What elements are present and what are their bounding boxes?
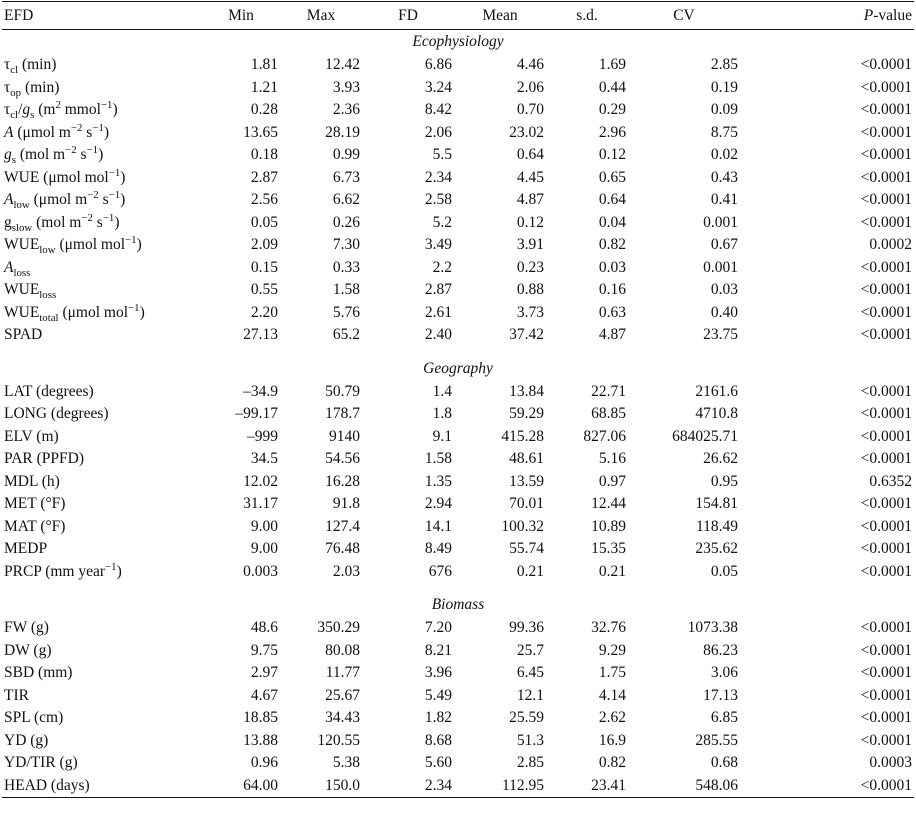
row-label: SPAD xyxy=(4,326,43,343)
cell-p-value: <0.0001 xyxy=(860,619,912,636)
cell-p-value: <0.0001 xyxy=(860,168,912,186)
cell-min: 0.18 xyxy=(250,146,278,163)
cell-cv: 0.95 xyxy=(710,472,738,490)
row-label: WUE (μmol mol$^{-1}$) xyxy=(4,166,126,186)
cell-p-value: <0.0001 xyxy=(860,258,912,276)
cell-cv: 0.09 xyxy=(710,101,738,118)
cell-cv: 23.75 xyxy=(703,326,738,343)
header-efd: EFD xyxy=(2,2,202,30)
cell-min: 18.85 xyxy=(243,709,278,726)
cell-min: 0.96 xyxy=(250,754,278,771)
cell-p-value: <0.0001 xyxy=(860,405,912,422)
cell-fd: 6.86 xyxy=(424,56,452,73)
cell-cv: 235.62 xyxy=(695,540,738,557)
cell-sd: 0.63 xyxy=(598,303,626,321)
cell-sd: 1.75 xyxy=(598,664,626,681)
cell-p-value: <0.0001 xyxy=(860,731,912,749)
table-row xyxy=(2,707,914,730)
cell-p-value: <0.0001 xyxy=(860,641,912,659)
cell-cv: 118.49 xyxy=(695,517,738,535)
cell-cv: 3.06 xyxy=(710,664,738,681)
cell-mean: 12.1 xyxy=(516,686,544,704)
row-label: PAR (PPFD) xyxy=(4,450,84,467)
table-row xyxy=(2,775,914,798)
cell-mean: 2.06 xyxy=(516,78,544,96)
cell-max: 0.99 xyxy=(332,146,360,163)
cell-p-value: <0.0001 xyxy=(860,326,912,343)
cell-sd: 1.69 xyxy=(598,56,626,73)
cell-mean: 48.61 xyxy=(509,450,544,467)
table-row xyxy=(2,381,914,404)
cell-cv: 0.40 xyxy=(710,303,738,321)
row-label: LAT (degrees) xyxy=(4,382,94,400)
row-label: YD (g) xyxy=(4,731,49,749)
cell-p-value: <0.0001 xyxy=(860,281,912,298)
cell-mean: 13.59 xyxy=(509,472,544,490)
cell-cv: 86.23 xyxy=(703,641,738,659)
cell-cv: 0.03 xyxy=(710,281,738,298)
cell-max: 34.43 xyxy=(325,709,360,726)
table-row xyxy=(2,640,914,663)
cell-fd: 14.1 xyxy=(424,517,452,535)
cell-min: 34.5 xyxy=(250,450,278,467)
cell-mean: 0.88 xyxy=(516,281,544,298)
cell-min: 0.55 xyxy=(250,281,278,298)
cell-cv: 0.67 xyxy=(710,236,738,253)
table-row xyxy=(2,302,914,325)
row-label: TIR xyxy=(4,686,29,704)
table-row xyxy=(2,99,914,122)
cell-p-value: <0.0001 xyxy=(860,191,912,208)
cell-max: 3.93 xyxy=(332,78,360,96)
cell-max: 12.42 xyxy=(325,56,360,73)
row-label: $WUE_{total}$ (μmol mol$^{-1}$) xyxy=(4,301,145,324)
cell-fd: 8.49 xyxy=(424,540,452,557)
cell-min: 2.20 xyxy=(250,303,278,321)
cell-min: 13.65 xyxy=(243,123,278,141)
row-label: DW (g) xyxy=(4,641,52,659)
header-fd: FD xyxy=(362,2,454,30)
cell-min: 0.15 xyxy=(250,258,278,276)
cell-sd: 2.96 xyxy=(598,123,626,141)
cell-p-value: <0.0001 xyxy=(860,495,912,512)
cell-sd: 10.89 xyxy=(591,517,626,535)
cell-cv: 0.05 xyxy=(710,562,738,580)
cell-p-value: <0.0001 xyxy=(860,517,912,535)
cell-max: 6.73 xyxy=(332,168,360,186)
table-row xyxy=(2,279,914,302)
cell-max: 9140 xyxy=(329,427,360,445)
row-label: A (μmol $m^{-2}$ $s^{-1}$) xyxy=(4,121,110,141)
section-heading-row xyxy=(2,30,914,55)
row-label: MEDP xyxy=(4,540,48,557)
cell-cv: 2.85 xyxy=(710,56,738,73)
cell-max: 50.79 xyxy=(325,382,360,400)
cell-min: 2.56 xyxy=(250,191,278,208)
section-title: Ecophysiology xyxy=(412,33,504,50)
cell-mean: 0.70 xyxy=(516,101,544,118)
cell-cv: 0.02 xyxy=(710,146,738,163)
cell-fd: 2.34 xyxy=(424,168,452,186)
cell-p-value: <0.0001 xyxy=(860,123,912,141)
table-row xyxy=(2,493,914,516)
cell-min: 9.00 xyxy=(250,540,278,557)
cell-mean: 4.45 xyxy=(516,168,544,186)
row-label: $g_{slow}$ (mol $m^{-2}$ $s^{-1}$) xyxy=(4,211,120,234)
cell-cv: 0.68 xyxy=(710,754,738,771)
section-heading-row xyxy=(2,347,914,381)
cell-sd: 0.82 xyxy=(598,754,626,771)
cell-p-value: <0.0001 xyxy=(860,709,912,726)
table-row xyxy=(2,212,914,235)
cell-cv: 0.43 xyxy=(710,168,738,186)
row-label: SBD (mm) xyxy=(4,664,73,681)
cell-fd: 2.61 xyxy=(424,303,452,321)
cell-min: 0.28 xyxy=(250,101,278,118)
cell-fd: 3.96 xyxy=(424,664,452,681)
cell-fd: 5.49 xyxy=(424,686,452,704)
cell-max: 120.55 xyxy=(317,731,360,749)
cell-sd: 0.44 xyxy=(598,78,626,96)
cell-min: 2.09 xyxy=(250,236,278,253)
cell-max: 91.8 xyxy=(332,495,360,512)
cell-cv: 6.85 xyxy=(710,709,738,726)
row-label: YD/TIR (g) xyxy=(4,754,78,771)
cell-sd: 0.04 xyxy=(598,213,626,231)
cell-mean: 0.64 xyxy=(516,146,544,163)
row-label: $g_s$ (mol $m^{-2}$ $s^{-1}$) xyxy=(4,143,104,167)
section-heading-row xyxy=(2,583,914,617)
row-label: $A_{low}$ (μmol $m^{-2}$ $s^{-1}$) xyxy=(4,188,126,212)
cell-sd: 0.64 xyxy=(598,191,626,208)
cell-fd: 1.8 xyxy=(432,405,452,422)
cell-fd: 1.82 xyxy=(424,709,452,726)
row-label: MDL (h) xyxy=(4,472,60,490)
cell-fd: 5.60 xyxy=(424,754,452,771)
cell-mean: 0.23 xyxy=(516,258,544,276)
cell-cv: 684025.71 xyxy=(672,427,738,445)
row-label: MAT (°F) xyxy=(4,517,66,535)
table-row xyxy=(2,77,914,100)
cell-sd: 22.71 xyxy=(591,382,626,400)
cell-max: 0.26 xyxy=(332,213,360,231)
table-body xyxy=(2,30,914,798)
cell-sd: 0.82 xyxy=(598,236,626,253)
cell-max: 5.38 xyxy=(332,754,360,771)
row-label: SPL (cm) xyxy=(4,709,64,726)
cell-min: 2.87 xyxy=(250,168,278,186)
cell-min: 1.81 xyxy=(250,56,278,73)
cell-mean: 2.85 xyxy=(516,754,544,771)
table-row xyxy=(2,426,914,449)
cell-max: 11.77 xyxy=(325,664,360,681)
cell-fd: 5.2 xyxy=(432,213,452,231)
cell-max: 2.36 xyxy=(332,101,360,118)
row-label: MET (°F) xyxy=(4,495,66,512)
cell-p-value: 0.6352 xyxy=(869,472,912,490)
cell-sd: 0.21 xyxy=(598,562,626,580)
cell-max: 0.33 xyxy=(332,258,360,276)
cell-p-value: <0.0001 xyxy=(860,540,912,557)
table-row xyxy=(2,538,914,561)
header-sd: s.d. xyxy=(546,2,628,30)
cell-mean: 4.87 xyxy=(516,191,544,208)
cell-min: 0.003 xyxy=(243,562,278,580)
cell-mean: 415.28 xyxy=(501,427,544,445)
cell-mean: 100.32 xyxy=(501,517,544,535)
cell-min: –34.9 xyxy=(243,382,278,400)
cell-cv: 2161.6 xyxy=(695,382,738,400)
cell-fd: 2.58 xyxy=(424,191,452,208)
row-label: HEAD (days) xyxy=(2,775,202,798)
cell-fd: 2.06 xyxy=(424,123,452,141)
cell-mean: 25.7 xyxy=(516,641,544,659)
cell-fd: 9.1 xyxy=(432,427,452,445)
row-label: $WUE_{low}$ (μmol mol$^{-1}$) xyxy=(4,233,142,257)
cell-max: 80.08 xyxy=(325,641,360,659)
cell-min: 9.00 xyxy=(250,517,278,535)
row-label: LONG (degrees) xyxy=(4,405,109,422)
row-label: PRCP (mm year$^{-1}$) xyxy=(4,560,122,580)
table-row xyxy=(2,685,914,708)
cell-max: 25.67 xyxy=(325,686,360,704)
table-row xyxy=(2,403,914,426)
cell-min: 13.88 xyxy=(243,731,278,749)
cell-sd: 827.06 xyxy=(583,427,626,445)
cell-fd: 2.87 xyxy=(424,281,452,298)
cell-p-value: <0.0001 xyxy=(860,146,912,163)
cell-sd: 15.35 xyxy=(591,540,626,557)
cell-p-value: <0.0001 xyxy=(860,562,912,580)
cell-min: 2.97 xyxy=(250,664,278,681)
section-title: Biomass xyxy=(431,596,485,613)
cell-p-value: 0.0003 xyxy=(869,754,912,771)
table-row xyxy=(2,144,914,167)
cell-sd: 23.41 xyxy=(546,775,628,798)
header-min: Min xyxy=(202,2,280,30)
cell-cv: 26.62 xyxy=(703,450,738,467)
row-label: $\tau_{op}$ (min) xyxy=(4,78,60,99)
cell-mean: 112.95 xyxy=(454,775,546,798)
cell-cv: 0.19 xyxy=(710,78,738,96)
cell-fd: 1.35 xyxy=(424,472,452,490)
cell-cv: 285.55 xyxy=(695,731,738,749)
cell-fd: 2.2 xyxy=(432,258,452,276)
cell-sd: 0.97 xyxy=(598,472,626,490)
cell-min: 12.02 xyxy=(243,472,278,490)
cell-min: 1.21 xyxy=(250,78,278,96)
cell-max: 178.7 xyxy=(325,405,360,422)
header-cv: CV xyxy=(628,2,740,30)
cell-min: 9.75 xyxy=(250,641,278,659)
cell-sd: 12.44 xyxy=(591,495,626,512)
section-title: Geography xyxy=(423,359,493,377)
cell-max: 1.58 xyxy=(332,281,360,298)
row-label: $WUE_{loss}$ xyxy=(4,281,57,302)
cell-mean: 13.84 xyxy=(509,382,544,400)
cell-fd: 5.5 xyxy=(432,146,452,163)
cell-max: 2.03 xyxy=(332,562,360,580)
cell-fd: 3.49 xyxy=(424,236,452,253)
table-row xyxy=(2,167,914,190)
cell-mean: 0.21 xyxy=(516,562,544,580)
efd-table xyxy=(2,1,914,798)
cell-min: 31.17 xyxy=(243,495,278,512)
cell-mean: 0.12 xyxy=(516,213,544,231)
table-row xyxy=(2,234,914,257)
cell-cv: 1073.38 xyxy=(687,619,738,636)
cell-cv: 8.75 xyxy=(710,123,738,141)
table-row xyxy=(2,54,914,77)
table-row xyxy=(2,617,914,640)
cell-sd: 16.9 xyxy=(598,731,626,749)
cell-max: 28.19 xyxy=(325,123,360,141)
cell-sd: 4.87 xyxy=(598,326,626,343)
table-row xyxy=(2,189,914,212)
cell-cv: 0.41 xyxy=(710,191,738,208)
cell-mean: 25.59 xyxy=(509,709,544,726)
cell-mean: 3.73 xyxy=(516,303,544,321)
cell-cv: 548.06 xyxy=(628,775,740,798)
cell-p-value: <0.0001 xyxy=(860,450,912,467)
cell-p-value: <0.0001 xyxy=(860,686,912,704)
cell-max: 350.29 xyxy=(317,619,360,636)
row-label: FW (g) xyxy=(4,619,49,636)
cell-mean: 99.36 xyxy=(509,619,544,636)
cell-sd: 68.85 xyxy=(591,405,626,422)
cell-max: 16.28 xyxy=(325,472,360,490)
cell-cv: 0.001 xyxy=(703,258,738,276)
cell-p-value: <0.0001 xyxy=(860,101,912,118)
cell-p-value: 0.0002 xyxy=(869,236,912,253)
cell-fd: 2.94 xyxy=(424,495,452,512)
cell-fd: 1.4 xyxy=(432,382,452,400)
cell-p-value: <0.0001 xyxy=(860,213,912,231)
row-label: ELV (m) xyxy=(4,427,59,445)
cell-sd: 32.76 xyxy=(591,619,626,636)
cell-min: 48.6 xyxy=(250,619,278,636)
cell-cv: 17.13 xyxy=(703,686,738,704)
cell-fd: 676 xyxy=(428,562,452,580)
cell-sd: 0.29 xyxy=(598,101,626,118)
table-row xyxy=(2,516,914,539)
table-row xyxy=(2,448,914,471)
cell-mean: 51.3 xyxy=(516,731,544,749)
table-row xyxy=(2,662,914,685)
cell-mean: 55.74 xyxy=(509,540,544,557)
cell-p-value: <0.0001 xyxy=(860,78,912,96)
cell-max: 7.30 xyxy=(332,236,360,253)
cell-cv: 4710.8 xyxy=(695,405,738,422)
table-row xyxy=(2,471,914,494)
cell-sd: 5.16 xyxy=(598,450,626,467)
cell-fd: 8.42 xyxy=(424,101,452,118)
cell-mean: 70.01 xyxy=(509,495,544,512)
cell-p-value: <0.0001 xyxy=(860,427,912,445)
table-row xyxy=(2,257,914,280)
header-max: Max xyxy=(280,2,362,30)
table-header xyxy=(2,2,914,30)
header-p-value: P-value xyxy=(740,2,914,30)
cell-min: 27.13 xyxy=(243,326,278,343)
cell-max: 5.76 xyxy=(332,303,360,321)
cell-sd: 4.14 xyxy=(598,686,626,704)
cell-min: –999 xyxy=(247,427,278,445)
cell-fd: 7.20 xyxy=(424,619,452,636)
row-label: $\tau_{cl}$ (min) xyxy=(4,56,57,77)
cell-mean: 23.02 xyxy=(509,123,544,141)
cell-max: 6.62 xyxy=(332,191,360,208)
cell-min: –99.17 xyxy=(235,405,278,422)
cell-cv: 0.001 xyxy=(703,213,738,231)
table-row xyxy=(2,324,914,347)
cell-fd: 2.34 xyxy=(362,775,454,798)
cell-max: 54.56 xyxy=(325,450,360,467)
cell-p-value: <0.0001 xyxy=(860,56,912,73)
cell-sd: 0.16 xyxy=(598,281,626,298)
cell-p-value: <0.0001 xyxy=(740,775,914,798)
header-row xyxy=(2,2,914,30)
table-row xyxy=(2,561,914,584)
cell-mean: 6.45 xyxy=(516,664,544,681)
cell-mean: 3.91 xyxy=(516,236,544,253)
cell-min: 4.67 xyxy=(250,686,278,704)
cell-sd: 0.12 xyxy=(598,146,626,163)
cell-fd: 3.24 xyxy=(424,78,452,96)
cell-sd: 9.29 xyxy=(598,641,626,659)
cell-cv: 154.81 xyxy=(695,495,738,512)
row-label: $\tau_{cl}/g_s$ ($m^2$ mmol$^{-1}$) xyxy=(4,98,118,122)
cell-sd: 2.62 xyxy=(598,709,626,726)
table-row xyxy=(2,730,914,753)
row-label: $A_{loss}$ xyxy=(4,258,31,279)
cell-max: 76.48 xyxy=(325,540,360,557)
cell-max: 127.4 xyxy=(325,517,360,535)
cell-p-value: <0.0001 xyxy=(860,303,912,321)
cell-max: 65.2 xyxy=(332,326,360,343)
cell-mean: 4.46 xyxy=(516,56,544,73)
cell-mean: 37.42 xyxy=(509,326,544,343)
table-row xyxy=(2,122,914,145)
cell-max: 150.0 xyxy=(280,775,362,798)
cell-mean: 59.29 xyxy=(509,405,544,422)
cell-fd: 2.40 xyxy=(424,326,452,343)
cell-sd: 0.03 xyxy=(598,258,626,276)
cell-min: 64.00 xyxy=(202,775,280,798)
cell-min: 0.05 xyxy=(250,213,278,231)
header-mean: Mean xyxy=(454,2,546,30)
cell-fd: 8.68 xyxy=(424,731,452,749)
cell-fd: 8.21 xyxy=(424,641,452,659)
cell-fd: 1.58 xyxy=(424,450,452,467)
table-row xyxy=(2,752,914,775)
cell-p-value: <0.0001 xyxy=(860,382,912,400)
cell-p-value: <0.0001 xyxy=(860,664,912,681)
cell-sd: 0.65 xyxy=(598,168,626,186)
